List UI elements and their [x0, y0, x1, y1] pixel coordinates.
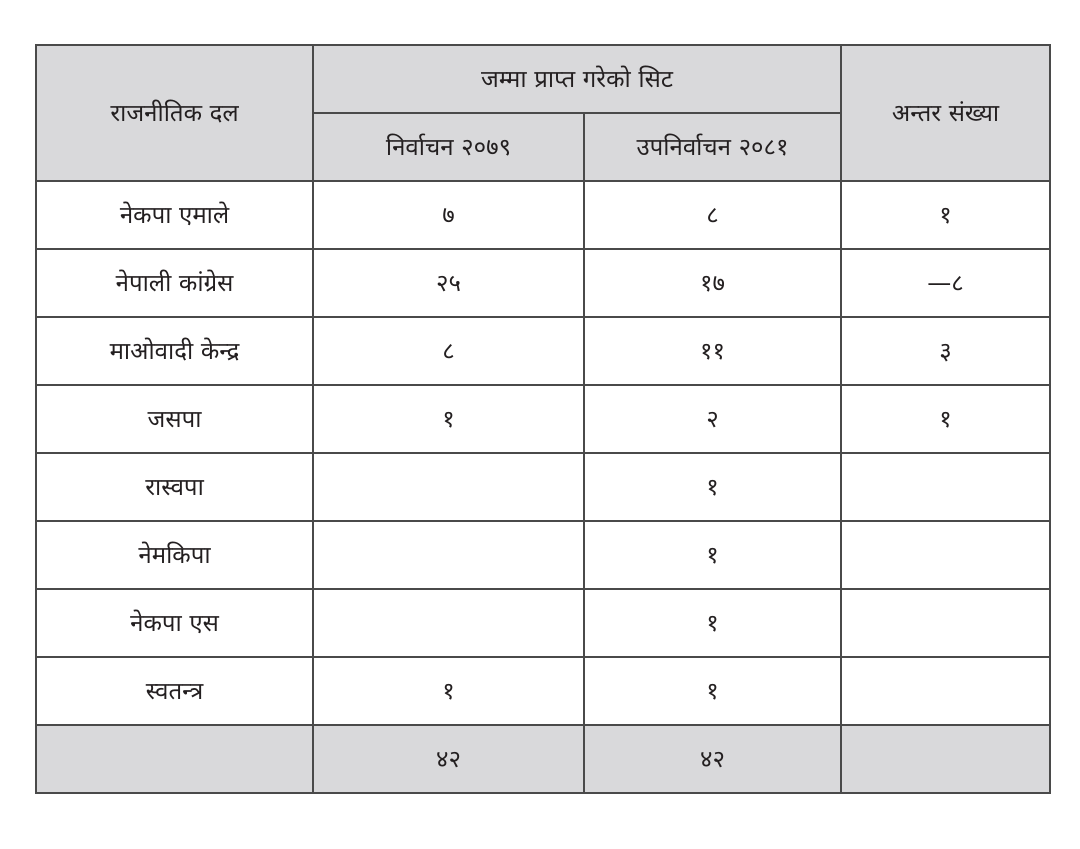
cell-party: जसपा	[36, 385, 313, 453]
header-row-top	[36, 45, 1050, 113]
cell-difference	[841, 521, 1050, 589]
cell-election-2079: ८	[313, 317, 584, 385]
cell-difference	[841, 453, 1050, 521]
cell-difference: १	[841, 385, 1050, 453]
table-row	[36, 657, 1050, 725]
table-row	[36, 453, 1050, 521]
cell-party: नेकपा एस	[36, 589, 313, 657]
cell-byelection-2081: १७	[584, 249, 841, 317]
cell-byelection-2081: ११	[584, 317, 841, 385]
cell-party: नेमकिपा	[36, 521, 313, 589]
cell-party: रास्वपा	[36, 453, 313, 521]
total-difference	[841, 725, 1050, 793]
total-row	[36, 725, 1050, 793]
cell-difference: ३	[841, 317, 1050, 385]
header-election-2079: निर्वाचन २०७९	[313, 113, 584, 181]
table-row	[36, 589, 1050, 657]
cell-election-2079	[313, 453, 584, 521]
cell-byelection-2081: १	[584, 589, 841, 657]
cell-difference: —८	[841, 249, 1050, 317]
table-row	[36, 249, 1050, 317]
cell-election-2079	[313, 589, 584, 657]
total-party	[36, 725, 313, 793]
cell-election-2079: २५	[313, 249, 584, 317]
seat-comparison-table	[35, 44, 1051, 794]
cell-election-2079: १	[313, 385, 584, 453]
cell-byelection-2081: ८	[584, 181, 841, 249]
cell-election-2079: १	[313, 657, 584, 725]
table-row	[36, 181, 1050, 249]
cell-byelection-2081: २	[584, 385, 841, 453]
header-seats-group: जम्मा प्राप्त गरेको सिट	[313, 45, 841, 113]
table-row	[36, 385, 1050, 453]
cell-election-2079	[313, 521, 584, 589]
cell-byelection-2081: १	[584, 657, 841, 725]
total-election-2079: ४२	[313, 725, 584, 793]
cell-party: माओवादी केन्द्र	[36, 317, 313, 385]
cell-election-2079: ७	[313, 181, 584, 249]
cell-party: स्वतन्त्र	[36, 657, 313, 725]
total-byelection-2081: ४२	[584, 725, 841, 793]
cell-party: नेकपा एमाले	[36, 181, 313, 249]
header-difference: अन्तर संख्या	[841, 45, 1050, 181]
cell-byelection-2081: १	[584, 521, 841, 589]
cell-party: नेपाली कांग्रेस	[36, 249, 313, 317]
table-row	[36, 521, 1050, 589]
cell-difference: १	[841, 181, 1050, 249]
cell-difference	[841, 657, 1050, 725]
cell-difference	[841, 589, 1050, 657]
cell-byelection-2081: १	[584, 453, 841, 521]
header-byelection-2081: उपनिर्वाचन २०८१	[584, 113, 841, 181]
header-party: राजनीतिक दल	[36, 45, 313, 181]
table-row	[36, 317, 1050, 385]
